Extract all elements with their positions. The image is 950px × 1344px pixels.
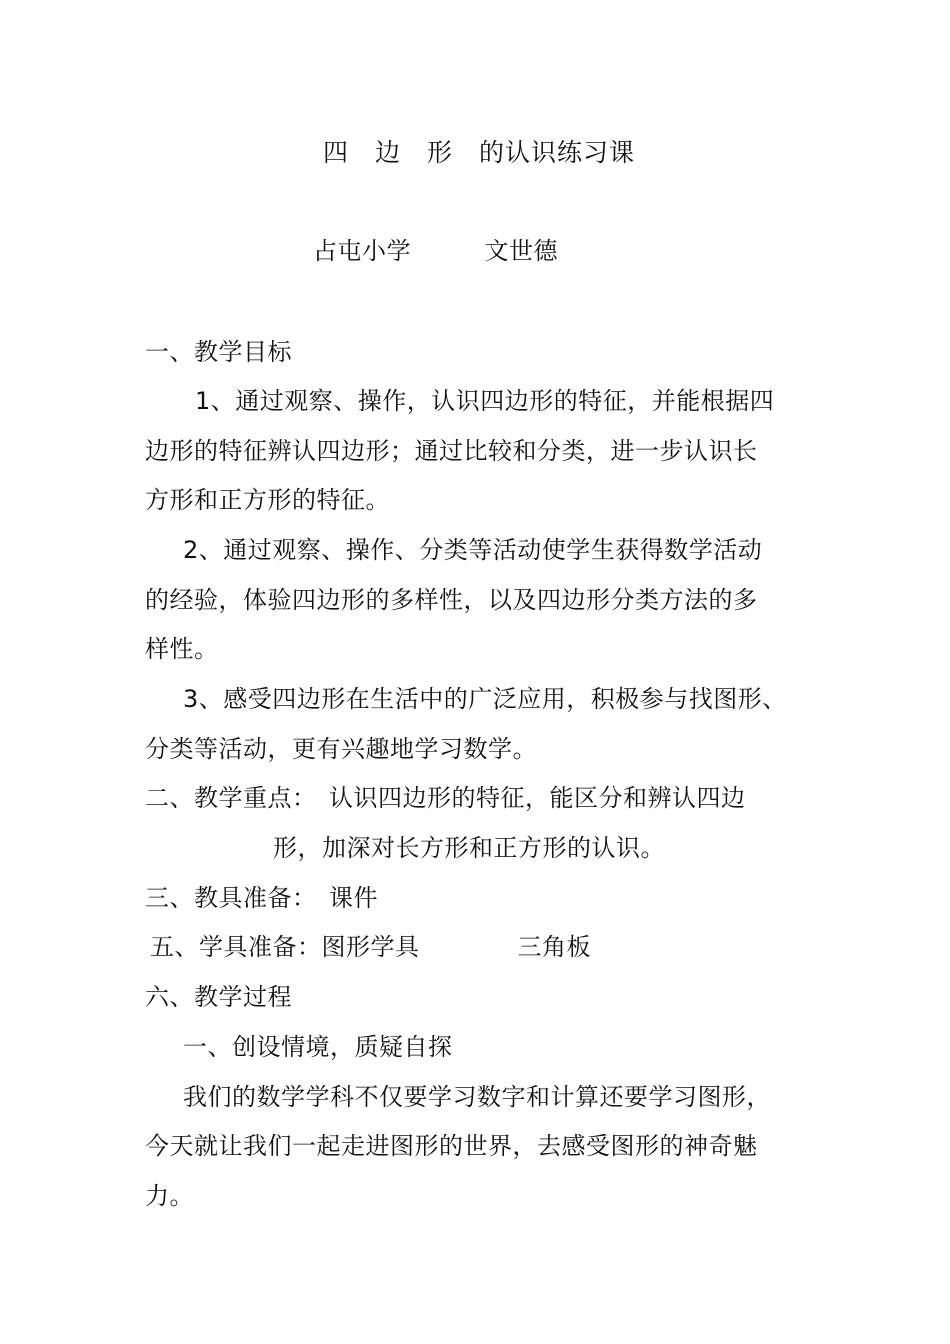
document-title: 四 边 形 的认识练习课	[323, 138, 636, 167]
paragraph-line: 分类等活动，更有兴趣地学习数学。	[145, 735, 537, 763]
paragraph-line: 力。	[145, 1182, 194, 1210]
section-heading-key-points: 二、教学重点： 认识四边形的特征，能区分和辨认四边	[145, 784, 746, 812]
paragraph-line: 2、通过观察、操作、分类等活动使学生获得数学活动	[183, 536, 763, 564]
section-heading-student-aids: 五、学具准备：图形学具 三角板	[150, 933, 591, 961]
section-heading-process: 六、教学过程	[145, 983, 292, 1011]
section-heading-objectives: 一、教学目标	[145, 338, 292, 366]
paragraph-line: 3、感受四边形在生活中的广泛应用，积极参与找图形、	[183, 685, 787, 713]
paragraph-line: 样性。	[145, 635, 219, 663]
paragraph-line: 边形的特征辨认四边形；通过比较和分类，进一步认识长	[145, 437, 758, 465]
paragraph-line: 形，加深对长方形和正方形的认识。	[273, 834, 665, 862]
paragraph-line: 1、通过观察、操作，认识四边形的特征，并能根据四	[195, 387, 775, 415]
paragraph-line: 方形和正方形的特征。	[145, 486, 390, 514]
paragraph-line: 的经验，体验四边形的多样性，以及四边形分类方法的多	[145, 586, 758, 614]
subsection-heading: 一、创设情境，质疑自探	[183, 1033, 453, 1061]
author-line: 占屯小学 文世德	[313, 237, 558, 265]
paragraph-line: 我们的数学学科不仅要学习数字和计算还要学习图形，	[183, 1083, 771, 1111]
paragraph-line: 今天就让我们一起走进图形的世界，去感受图形的神奇魅	[145, 1132, 758, 1160]
section-heading-teaching-aids: 三、教具准备： 课件	[145, 884, 378, 912]
